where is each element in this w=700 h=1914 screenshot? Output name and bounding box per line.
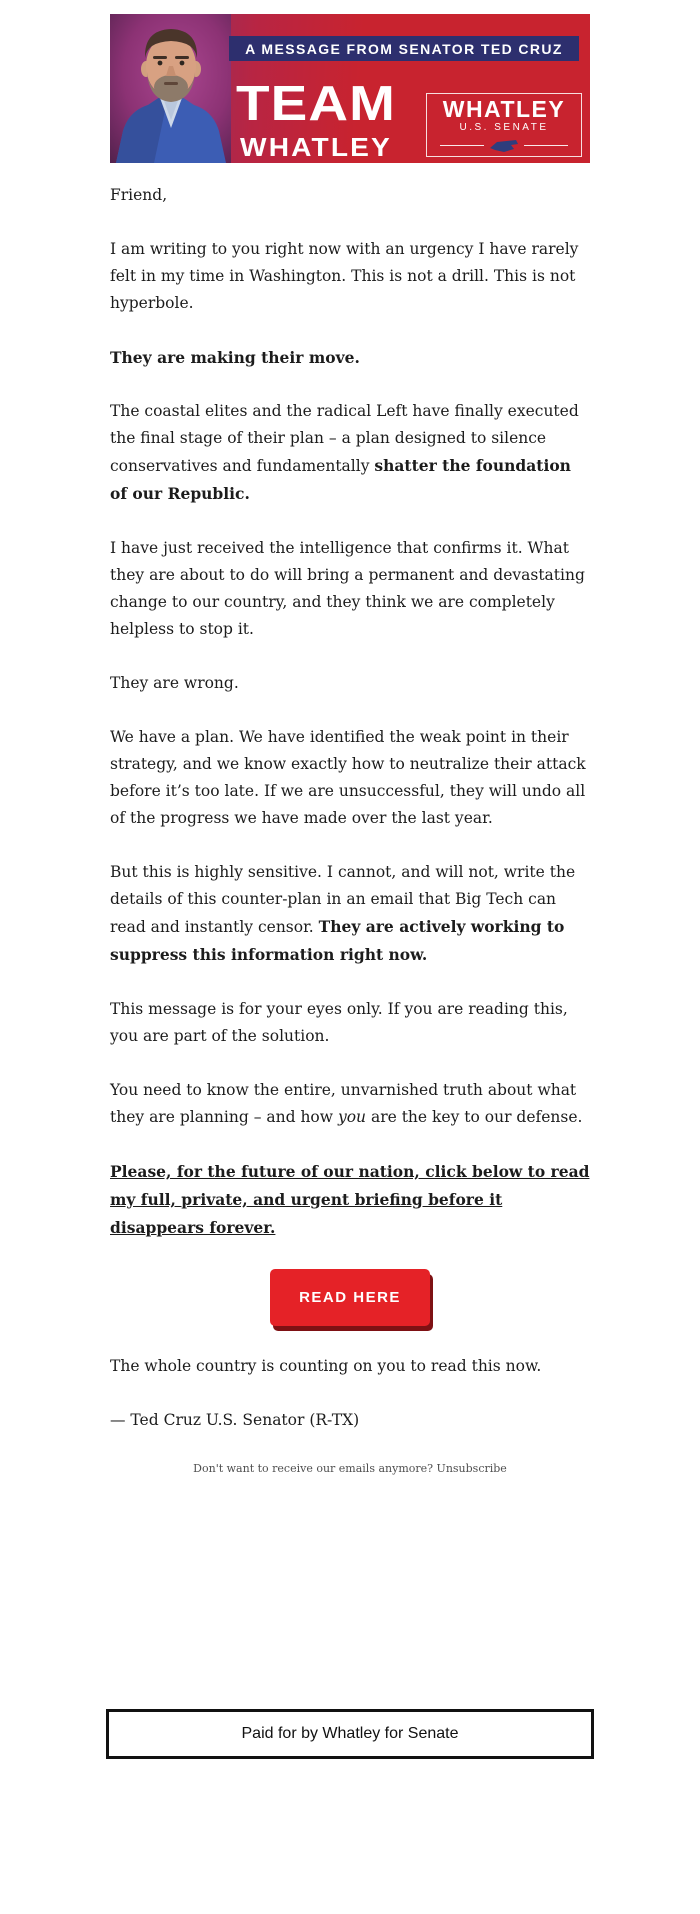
paragraph-they-are-wrong: They are wrong. [110, 674, 239, 692]
paragraph-briefing-cta [110, 1158, 590, 1242]
logo-subtitle: U.S. SENATE [459, 122, 549, 133]
whatley-senate-logo [426, 93, 582, 157]
button-row [110, 1269, 590, 1326]
team-word: TEAM [236, 77, 396, 131]
paid-for-disclaimer [106, 1709, 594, 1759]
paragraph-eyes-only: This message is for your eyes only. If you are reading this, you are part of the solution. [110, 1000, 568, 1045]
divider-line-left [440, 145, 484, 146]
paragraph-highly-sensitive: But this is highly sensitive. I cannot, and will not, write the details of this counter-plan in an email that Big Tech can read and instantly censor. They are actively working to suppress this information right now. [110, 863, 576, 964]
logo-name: WHATLEY [442, 96, 566, 122]
read-here-button[interactable]: READ HERE [270, 1269, 430, 1326]
divider-line-right [524, 145, 568, 146]
ribbon-text: A MESSAGE FROM SENATOR TED CRUZ [245, 40, 563, 57]
unsubscribe-row [110, 1461, 590, 1476]
campaign-banner[interactable] [110, 14, 590, 163]
paragraph-unvarnished-truth: You need to know the entire, unvarnished truth about what they are planning – and how you are the key to our defense. [110, 1081, 583, 1126]
paragraph-coastal-elites: The coastal elites and the radical Left have finally executed the final stage of their plan – a plan designed to silence conservatives and fundamentally shatter the foundation of our Republic. [110, 402, 579, 503]
email-body [110, 182, 590, 1476]
unsubscribe-prompt: Don't want to receive our emails anymore? [193, 1462, 437, 1475]
unsubscribe-link[interactable]: Unsubscribe [436, 1462, 507, 1475]
paragraph-we-have-a-plan: We have a plan. We have identified the weak point in their strategy, and we know exactly how to neutralize their attack before it’s too late. If we are unsuccessful, they will undo all of the progress we have made over the last year. [110, 728, 586, 827]
disclaimer-text: Paid for by Whatley for Senate [241, 1725, 459, 1742]
logo-divider [440, 139, 568, 152]
briefing-link[interactable]: Please, for the future of our nation, click below to read my full, private, and urgent briefing before it disappears forever. [110, 1162, 590, 1237]
team-whatley-wordmark [222, 77, 410, 162]
paragraph-their-move: They are making their move. [110, 348, 360, 367]
paragraph-urgency: I am writing to you right now with an urgency I have rarely felt in my time in Washington. This is not a drill. This is not hyperbole. [110, 240, 579, 312]
whatley-word: WHATLEY [240, 132, 392, 162]
signature: — Ted Cruz U.S. Senator (R-TX) [110, 1411, 360, 1429]
paragraph-closing: The whole country is counting on you to read this now. [110, 1357, 542, 1375]
banner-ribbon [229, 36, 579, 61]
salutation: Friend, [110, 186, 168, 204]
north-carolina-icon [489, 139, 519, 152]
paragraph-intelligence: I have just received the intelligence that confirms it. What they are about to do will bring a permanent and devastating change to our country, and they think we are completely helpless to stop it. [110, 539, 585, 638]
